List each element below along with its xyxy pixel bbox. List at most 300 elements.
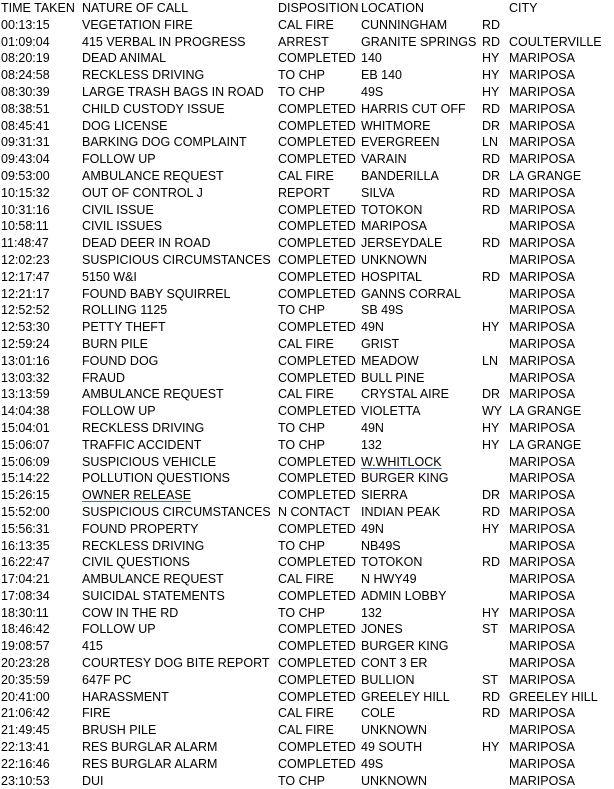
suffix-cell: DR	[482, 488, 501, 503]
time-cell: 15:04:01	[1, 420, 50, 435]
time-cell: 01:09:04	[1, 34, 50, 49]
location-cell: ADMIN LOBBY	[361, 588, 447, 603]
table-row	[0, 454, 614, 471]
disposition-cell: TO CHP	[278, 773, 325, 788]
nature-cell: FOLLOW UP	[82, 404, 156, 419]
nature-cell: AMBULANCE REQUEST	[82, 572, 224, 587]
city-cell: LA GRANGE	[509, 404, 582, 419]
table-row	[0, 722, 614, 739]
nature-cell: FIRE	[82, 706, 111, 721]
time-cell: 13:13:59	[1, 387, 50, 402]
table-row	[0, 621, 614, 638]
suffix-cell: RD	[482, 34, 501, 49]
time-cell: 09:31:31	[1, 135, 50, 150]
table-row	[0, 67, 614, 84]
suffix-cell: LN	[482, 353, 498, 368]
nature-cell: CIVIL ISSUES	[82, 219, 163, 234]
nature-cell: RES BURGLAR ALARM	[82, 756, 218, 771]
city-cell: MARIPOSA	[509, 555, 575, 570]
suffix-cell	[482, 470, 509, 487]
table-row	[0, 286, 614, 303]
disposition-cell: TO CHP	[278, 303, 325, 318]
city-cell: MARIPOSA	[509, 639, 575, 654]
city-cell: MARIPOSA	[509, 572, 575, 587]
suffix-cell: DR	[482, 168, 501, 183]
city-cell: MARIPOSA	[509, 454, 575, 469]
location-cell: CONT 3 ER	[361, 656, 428, 671]
location-cell: TOTOKON	[361, 202, 423, 217]
table-row	[0, 605, 614, 622]
disposition-cell: COMPLETED	[278, 152, 356, 167]
nature-cell: OUT OF CONTROL J	[82, 185, 203, 200]
location-cell: MEADOW	[361, 353, 419, 368]
disposition-cell: COMPLETED	[278, 756, 356, 771]
location-cell: UNKNOWN	[361, 252, 427, 267]
nature-cell: OWNER RELEASE	[82, 488, 192, 503]
time-cell: 20:23:28	[1, 656, 50, 671]
disposition-cell: REPORT	[278, 185, 330, 200]
city-cell: MARIPOSA	[509, 672, 575, 687]
city-cell: MARIPOSA	[509, 202, 575, 217]
nature-cell: FOLLOW UP	[82, 152, 156, 167]
disposition-cell: COMPLETED	[278, 471, 356, 486]
suffix-cell: RD	[482, 202, 501, 217]
city-cell: MARIPOSA	[509, 420, 575, 435]
time-cell: 20:35:59	[1, 672, 50, 687]
time-cell: 08:38:51	[1, 101, 50, 116]
table-row	[0, 235, 614, 252]
time-cell: 12:21:17	[1, 286, 50, 301]
suffix-cell	[482, 454, 509, 471]
disposition-cell: N CONTACT	[278, 504, 350, 519]
nature-cell: BURN PILE	[82, 336, 148, 351]
disposition-cell: CAL FIRE	[278, 387, 334, 402]
location-cell: BULLION	[361, 672, 415, 687]
table-row	[0, 34, 614, 51]
table-row	[0, 655, 614, 672]
table-row	[0, 336, 614, 353]
disposition-cell: COMPLETED	[278, 370, 356, 385]
table-row	[0, 437, 614, 454]
location-cell: 49N	[361, 521, 384, 536]
city-cell: MARIPOSA	[509, 588, 575, 603]
nature-cell: 415 VERBAL IN PROGRESS	[82, 34, 246, 49]
location-cell: HOSPITAL	[361, 269, 422, 284]
city-cell: MARIPOSA	[509, 521, 575, 536]
location-cell: GREELEY HILL	[361, 689, 450, 704]
time-cell: 15:06:07	[1, 437, 50, 452]
location-cell: GANNS CORRAL	[361, 286, 462, 301]
city-cell: LA GRANGE	[509, 168, 582, 183]
suffix-cell: RD	[482, 269, 501, 284]
disposition-cell: COMPLETED	[278, 672, 356, 687]
location-cell: W.WHITLOCK	[361, 454, 442, 469]
location-cell: CRYSTAL AIRE	[361, 387, 449, 402]
city-cell: MARIPOSA	[509, 756, 575, 771]
location-cell: JERSEYDALE	[361, 236, 443, 251]
time-cell: 18:46:42	[1, 622, 50, 637]
nature-cell: HARASSMENT	[82, 689, 169, 704]
time-cell: 17:04:21	[1, 572, 50, 587]
time-cell: 10:15:32	[1, 185, 50, 200]
suffix-cell	[482, 252, 509, 269]
disposition-cell: COMPLETED	[278, 101, 356, 116]
disposition-cell: COMPLETED	[278, 51, 356, 66]
table-row	[0, 538, 614, 555]
time-cell: 13:03:32	[1, 370, 50, 385]
city-cell: MARIPOSA	[509, 236, 575, 251]
disposition-cell: ARREST	[278, 34, 329, 49]
time-cell: 19:08:57	[1, 639, 50, 654]
time-cell: 09:43:04	[1, 152, 50, 167]
location-cell: 49S	[361, 756, 384, 771]
header-street-suffix	[482, 0, 509, 17]
city-cell: COULTERVILLE	[509, 34, 602, 49]
time-cell: 15:14:22	[1, 471, 50, 486]
suffix-cell: RD	[482, 504, 501, 519]
location-cell: CUNNINGHAM	[361, 17, 448, 32]
time-cell: 20:41:00	[1, 689, 50, 704]
time-cell: 08:20:19	[1, 51, 50, 66]
table-row	[0, 571, 614, 588]
time-cell: 15:56:31	[1, 521, 50, 536]
city-cell: MARIPOSA	[509, 286, 575, 301]
disposition-cell: CAL FIRE	[278, 706, 334, 721]
time-cell: 23:10:53	[1, 773, 50, 788]
city-cell: MARIPOSA	[509, 152, 575, 167]
time-cell: 13:01:16	[1, 353, 50, 368]
header-city: CITY	[509, 1, 538, 15]
table-row	[0, 185, 614, 202]
city-cell: MARIPOSA	[509, 773, 575, 788]
nature-cell: TRAFFIC ACCIDENT	[82, 437, 202, 452]
location-cell: EVERGREEN	[361, 135, 440, 150]
suffix-cell: HY	[482, 605, 500, 620]
nature-cell: COW IN THE RD	[82, 605, 179, 620]
time-cell: 11:48:47	[1, 236, 49, 251]
location-cell: EB 140	[361, 68, 403, 83]
suffix-cell	[482, 538, 509, 555]
disposition-cell: COMPLETED	[278, 404, 356, 419]
suffix-cell: LN	[482, 135, 498, 150]
disposition-cell: COMPLETED	[278, 622, 356, 637]
table-row	[0, 554, 614, 571]
disposition-cell: COMPLETED	[278, 219, 356, 234]
suffix-cell: HY	[482, 420, 500, 435]
time-cell: 08:24:58	[1, 68, 50, 83]
city-cell: MARIPOSA	[509, 51, 575, 66]
nature-cell: 415	[82, 639, 103, 654]
location-cell: GRIST	[361, 336, 400, 351]
location-cell: HARRIS CUT OFF	[361, 101, 466, 116]
city-cell: MARIPOSA	[509, 740, 575, 755]
table-row	[0, 689, 614, 706]
nature-cell: COURTESY DOG BITE REPORT	[82, 656, 270, 671]
nature-cell: CIVIL QUESTIONS	[82, 555, 190, 570]
nature-cell: RES BURGLAR ALARM	[82, 740, 218, 755]
table-row	[0, 470, 614, 487]
time-cell: 15:52:00	[1, 504, 50, 519]
suffix-cell: HY	[482, 437, 500, 452]
city-cell: MARIPOSA	[509, 504, 575, 519]
table-row	[0, 319, 614, 336]
city-cell: MARIPOSA	[509, 706, 575, 721]
suffix-cell: RD	[482, 236, 501, 251]
disposition-cell: TO CHP	[278, 420, 325, 435]
suffix-cell	[482, 756, 509, 773]
time-cell: 08:30:39	[1, 84, 50, 99]
table-row	[0, 504, 614, 521]
header-location: LOCATION	[361, 1, 424, 15]
city-cell: MARIPOSA	[509, 269, 575, 284]
table-row	[0, 487, 614, 504]
disposition-cell: COMPLETED	[278, 454, 356, 469]
table-row	[0, 218, 614, 235]
time-cell: 21:49:45	[1, 723, 50, 738]
table-row	[0, 420, 614, 437]
city-cell: MARIPOSA	[509, 387, 575, 402]
suffix-cell: RD	[482, 101, 501, 116]
suffix-cell	[482, 722, 509, 739]
location-cell: SILVA	[361, 185, 395, 200]
time-cell: 16:22:47	[1, 555, 50, 570]
location-cell: UNKNOWN	[361, 723, 427, 738]
nature-cell: FOUND BABY SQUIRREL	[82, 286, 231, 301]
call-log-rows	[0, 17, 614, 789]
location-cell: BURGER KING	[361, 639, 449, 654]
location-cell: SB 49S	[361, 303, 404, 318]
disposition-cell: CAL FIRE	[278, 17, 334, 32]
disposition-cell: COMPLETED	[278, 555, 356, 570]
nature-cell: AMBULANCE REQUEST	[82, 387, 224, 402]
location-cell: SIERRA	[361, 488, 408, 503]
nature-cell: LARGE TRASH BAGS IN ROAD	[82, 84, 264, 99]
time-cell: 00:13:15	[1, 17, 50, 32]
table-row	[0, 588, 614, 605]
nature-cell: FRAUD	[82, 370, 126, 385]
table-row	[0, 521, 614, 538]
suffix-cell: HY	[482, 521, 500, 536]
disposition-cell: COMPLETED	[278, 135, 356, 150]
time-cell: 21:06:42	[1, 706, 50, 721]
time-cell: 15:26:15	[1, 488, 50, 503]
suffix-cell: RD	[482, 555, 501, 570]
disposition-cell: COMPLETED	[278, 740, 356, 755]
time-cell: 22:13:41	[1, 740, 50, 755]
city-cell: MARIPOSA	[509, 303, 575, 318]
nature-cell: AMBULANCE REQUEST	[82, 168, 224, 183]
suffix-cell	[482, 370, 509, 387]
location-cell: UNKNOWN	[361, 773, 427, 788]
suffix-cell: RD	[482, 185, 501, 200]
disposition-cell: COMPLETED	[278, 656, 356, 671]
time-cell: 16:13:35	[1, 538, 50, 553]
suffix-cell: HY	[482, 320, 500, 335]
location-cell: GRANITE SPRINGS	[361, 34, 477, 49]
city-cell: MARIPOSA	[509, 370, 575, 385]
suffix-cell	[482, 655, 509, 672]
nature-cell: FOUND DOG	[82, 353, 159, 368]
suffix-cell	[482, 302, 509, 319]
city-cell: MARIPOSA	[509, 723, 575, 738]
disposition-cell: COMPLETED	[278, 236, 356, 251]
disposition-cell: CAL FIRE	[278, 168, 334, 183]
location-cell: 140	[361, 51, 382, 66]
time-cell: 12:17:47	[1, 269, 50, 284]
nature-cell: CIVIL ISSUE	[82, 202, 154, 217]
disposition-cell: TO CHP	[278, 605, 325, 620]
nature-cell: RECKLESS DRIVING	[82, 538, 205, 553]
nature-cell: SUSPICIOUS CIRCUMSTANCES	[82, 504, 271, 519]
city-cell: MARIPOSA	[509, 605, 575, 620]
city-cell: MARIPOSA	[509, 353, 575, 368]
time-cell: 17:08:34	[1, 588, 50, 603]
location-cell: BURGER KING	[361, 471, 449, 486]
table-row	[0, 118, 614, 135]
disposition-cell: COMPLETED	[278, 639, 356, 654]
nature-cell: DEAD ANIMAL	[82, 51, 167, 66]
location-cell: N HWY49	[361, 572, 417, 587]
disposition-cell: CAL FIRE	[278, 336, 334, 351]
suffix-cell	[482, 286, 509, 303]
disposition-cell: TO CHP	[278, 68, 325, 83]
city-cell: GREELEY HILL	[509, 689, 598, 704]
location-cell: INDIAN PEAK	[361, 504, 441, 519]
location-cell: VIOLETTA	[361, 404, 421, 419]
city-cell: MARIPOSA	[509, 656, 575, 671]
time-cell: 10:58:11	[1, 219, 49, 234]
suffix-cell: HY	[482, 51, 500, 66]
nature-cell: SUSPICIOUS CIRCUMSTANCES	[82, 252, 271, 267]
nature-cell: ROLLING 1125	[82, 303, 168, 318]
disposition-cell: TO CHP	[278, 538, 325, 553]
disposition-cell: COMPLETED	[278, 353, 356, 368]
nature-cell: FOUND PROPERTY	[82, 521, 199, 536]
disposition-cell: COMPLETED	[278, 286, 356, 301]
city-cell: MARIPOSA	[509, 336, 575, 351]
nature-cell: SUICIDAL STATEMENTS	[82, 588, 225, 603]
time-cell: 12:59:24	[1, 336, 50, 351]
disposition-cell: COMPLETED	[278, 320, 356, 335]
location-cell: VARAIN	[361, 152, 407, 167]
table-row	[0, 168, 614, 185]
suffix-cell: ST	[482, 622, 498, 637]
disposition-cell: CAL FIRE	[278, 723, 334, 738]
city-cell: MARIPOSA	[509, 185, 575, 200]
table-row	[0, 252, 614, 269]
city-cell: MARIPOSA	[509, 622, 575, 637]
nature-cell: FOLLOW UP	[82, 622, 156, 637]
suffix-cell: RD	[482, 706, 501, 721]
disposition-cell: COMPLETED	[278, 689, 356, 704]
suffix-cell: RD	[482, 17, 501, 32]
table-row	[0, 202, 614, 219]
location-cell: 49S	[361, 84, 384, 99]
suffix-cell: RD	[482, 152, 501, 167]
nature-cell: SUSPICIOUS VEHICLE	[82, 454, 217, 469]
time-cell: 22:16:46	[1, 756, 50, 771]
location-cell: NB49S	[361, 538, 401, 553]
nature-cell: 647F PC	[82, 672, 132, 687]
location-cell: COLE	[361, 706, 396, 721]
location-cell: JONES	[361, 622, 403, 637]
nature-cell: PETTY THEFT	[82, 320, 166, 335]
nature-cell: VEGETATION FIRE	[82, 17, 193, 32]
table-row	[0, 134, 614, 151]
time-cell: 08:45:41	[1, 118, 50, 133]
disposition-cell: COMPLETED	[278, 488, 356, 503]
suffix-cell	[482, 336, 509, 353]
location-cell: 49 SOUTH	[361, 740, 423, 755]
city-cell: MARIPOSA	[509, 219, 575, 234]
disposition-cell: COMPLETED	[278, 521, 356, 536]
nature-cell: RECKLESS DRIVING	[82, 68, 205, 83]
table-row	[0, 84, 614, 101]
location-cell: BULL PINE	[361, 370, 425, 385]
table-row	[0, 50, 614, 67]
nature-cell: 5150 W&I	[82, 269, 137, 284]
city-cell: MARIPOSA	[509, 320, 575, 335]
suffix-cell: HY	[482, 84, 500, 99]
suffix-cell	[482, 571, 509, 588]
city-cell: MARIPOSA	[509, 101, 575, 116]
city-cell: MARIPOSA	[509, 84, 575, 99]
suffix-cell: DR	[482, 118, 501, 133]
suffix-cell: ST	[482, 672, 498, 687]
disposition-cell: COMPLETED	[278, 118, 356, 133]
table-row	[0, 403, 614, 420]
table-row	[0, 302, 614, 319]
time-cell: 09:53:00	[1, 168, 50, 183]
table-row	[0, 17, 614, 34]
city-cell: MARIPOSA	[509, 471, 575, 486]
disposition-cell: TO CHP	[278, 437, 325, 452]
suffix-cell	[482, 218, 509, 235]
time-cell: 18:30:11	[1, 605, 49, 620]
time-cell: 12:53:30	[1, 320, 50, 335]
table-row	[0, 705, 614, 722]
city-cell: MARIPOSA	[509, 118, 575, 133]
header-nature-of-call: NATURE OF CALL	[82, 1, 189, 15]
table-row	[0, 739, 614, 756]
suffix-cell: DR	[482, 387, 501, 402]
time-cell: 10:31:16	[1, 202, 50, 217]
nature-cell: RECKLESS DRIVING	[82, 420, 205, 435]
nature-cell: DEAD DEER IN ROAD	[82, 236, 211, 251]
city-cell: LA GRANGE	[509, 437, 582, 452]
table-row	[0, 672, 614, 689]
table-row	[0, 101, 614, 118]
table-row	[0, 638, 614, 655]
city-cell: MARIPOSA	[509, 538, 575, 553]
location-cell: TOTOKON	[361, 555, 423, 570]
location-cell: 132	[361, 605, 382, 620]
disposition-cell: CAL FIRE	[278, 572, 334, 587]
table-row	[0, 269, 614, 286]
time-cell: 12:52:52	[1, 303, 50, 318]
city-cell	[509, 17, 614, 34]
city-cell: MARIPOSA	[509, 488, 575, 503]
location-cell: WHITMORE	[361, 118, 431, 133]
suffix-cell: HY	[482, 740, 500, 755]
nature-cell: DOG LICENSE	[82, 118, 168, 133]
nature-cell: BRUSH PILE	[82, 723, 157, 738]
city-cell: MARIPOSA	[509, 68, 575, 83]
header-time-taken: TIME TAKEN	[1, 1, 75, 15]
table-row	[0, 151, 614, 168]
location-cell: 132	[361, 437, 382, 452]
nature-cell: DUI	[82, 773, 104, 788]
